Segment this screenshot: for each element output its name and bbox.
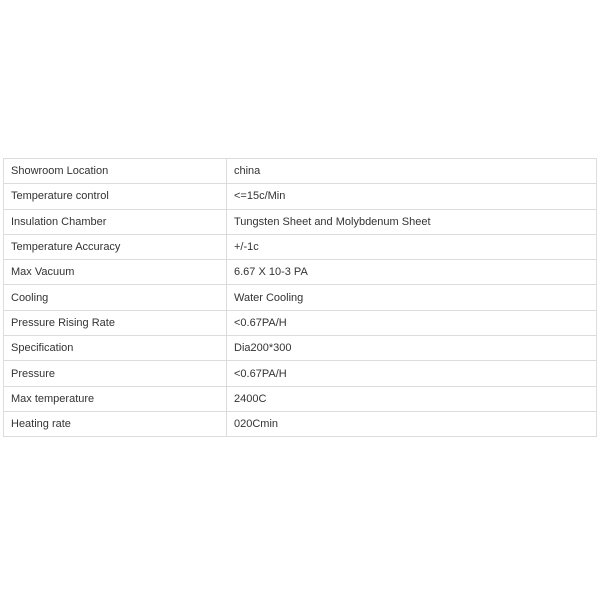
spec-label: Pressure [4,361,227,386]
spec-value: 020Cmin [227,411,597,436]
table-row [4,209,597,234]
spec-table [3,158,597,437]
spec-label: Insulation Chamber [4,209,227,234]
spec-label: Temperature control [4,184,227,209]
spec-label: Heating rate [4,411,227,436]
table-row [4,234,597,259]
spec-value: <0.67PA/H [227,310,597,335]
spec-value: 2400C [227,386,597,411]
spec-value: Tungsten Sheet and Molybdenum Sheet [227,209,597,234]
spec-value: <0.67PA/H [227,361,597,386]
table-row [4,336,597,361]
spec-value: Water Cooling [227,285,597,310]
table-row [4,411,597,436]
table-row [4,310,597,335]
spec-value: <=15c/Min [227,184,597,209]
table-row [4,260,597,285]
spec-label: Cooling [4,285,227,310]
spec-value: 6.67 X 10-3 PA [227,260,597,285]
table-row [4,285,597,310]
spec-label: Pressure Rising Rate [4,310,227,335]
spec-value: china [227,159,597,184]
spec-label: Temperature Accuracy [4,234,227,259]
table-row [4,386,597,411]
spec-label: Specification [4,336,227,361]
table-row [4,184,597,209]
spec-value: Dia200*300 [227,336,597,361]
table-row [4,361,597,386]
spec-label: Max temperature [4,386,227,411]
table-row [4,159,597,184]
spec-label: Showroom Location [4,159,227,184]
spec-value: +/-1c [227,234,597,259]
spec-label: Max Vacuum [4,260,227,285]
